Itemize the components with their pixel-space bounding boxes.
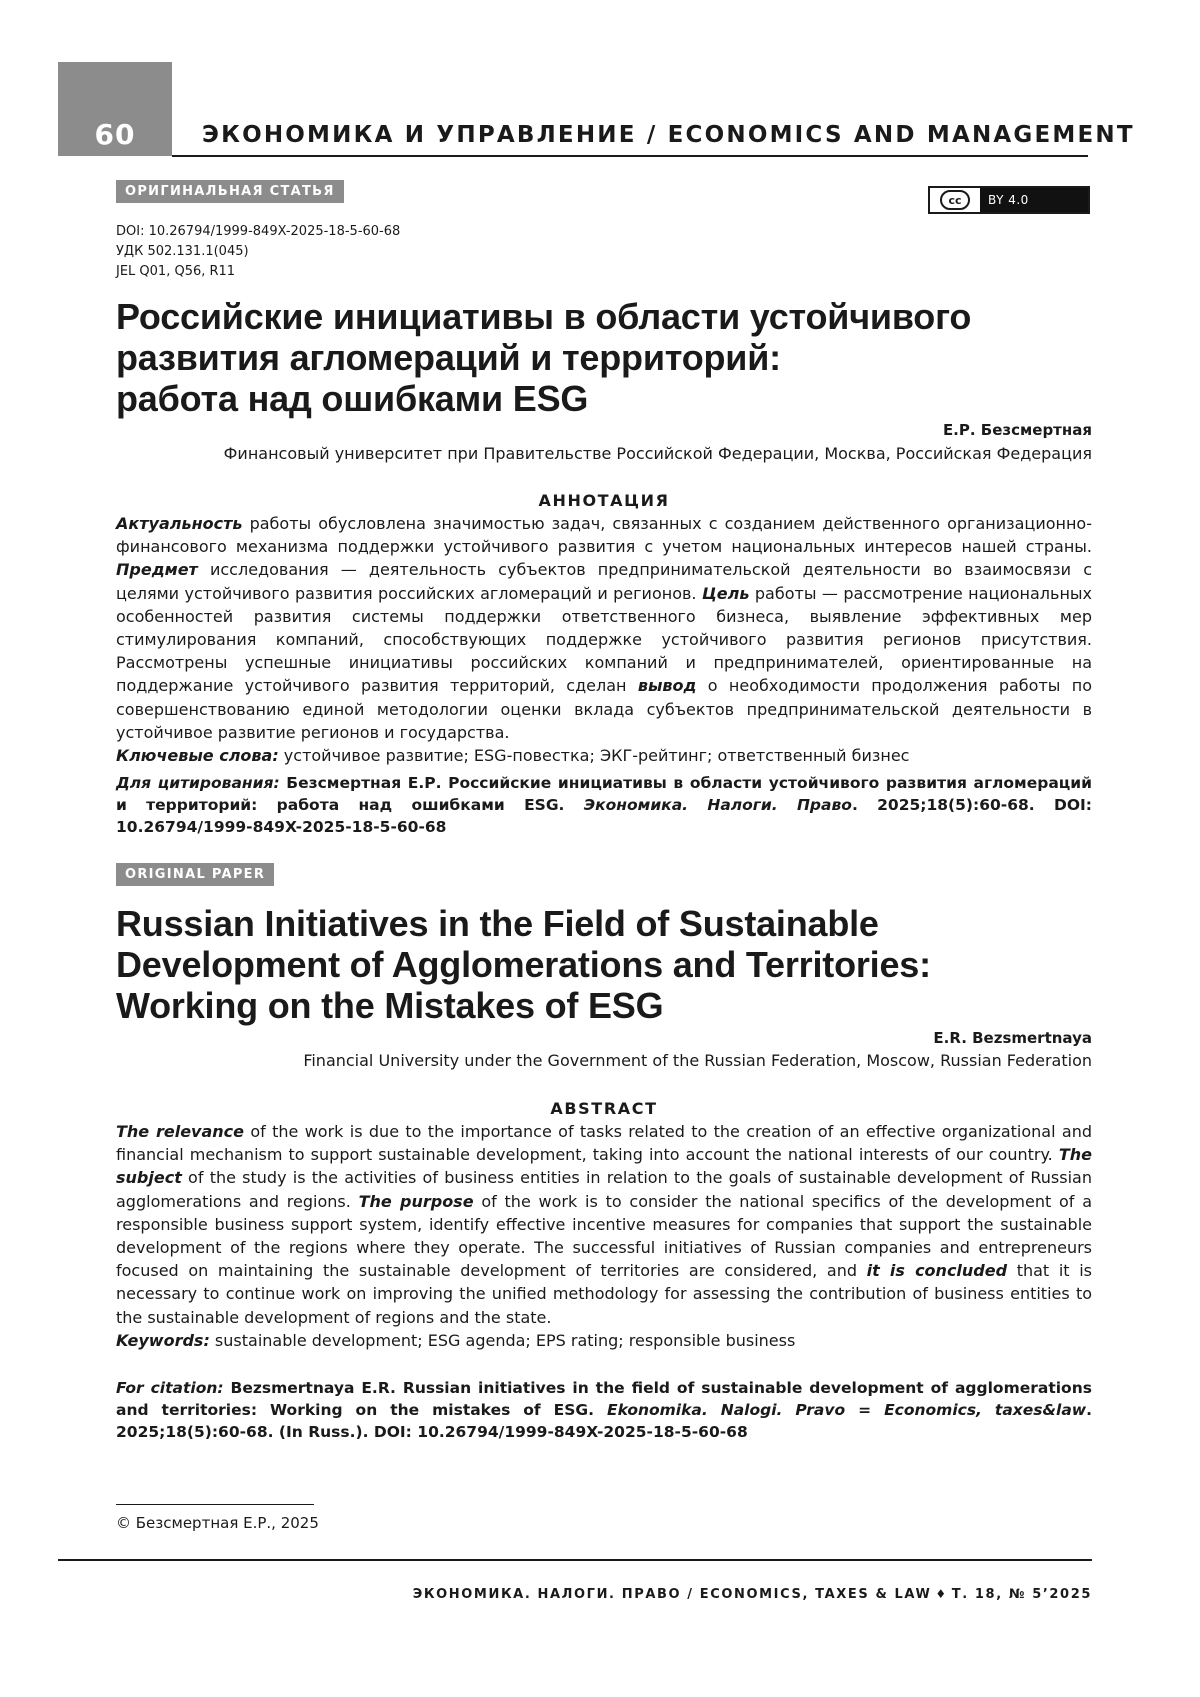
footer-issue: Т. 18, № 5’2025 [951, 1587, 1092, 1602]
diamond-icon: ♦ [935, 1587, 948, 1601]
en-keywords [116, 1329, 1092, 1352]
jel-codes: JEL Q01, Q56, R11 [116, 264, 236, 279]
footer-rule [58, 1559, 1092, 1561]
ru-title [116, 296, 971, 419]
ru-citation [116, 772, 1092, 838]
ru-author: Е.Р. Безсмертная [942, 421, 1092, 439]
ru-keywords-list: устойчивое развитие; ESG-повестка; ЭКГ-рейтинг; ответственный бизнес [278, 746, 910, 766]
en-keywords-list: sustainable development; ESG agenda; EPS rating; responsible business [209, 1330, 796, 1350]
en-abstract-text: of the study is the activities of business entities in relation to the goals of sustainable development of Russian agglomerations and regions. [116, 1168, 1092, 1211]
ru-affiliation: Финансовый университет при Правительстве Российской Федерации, Москва, Российская Федерация [223, 444, 1092, 463]
ru-citation-label: Для цитирования: [116, 774, 280, 792]
ru-abstract [116, 512, 1092, 767]
ru-abstract-text: о необходимости продолжения работы по совершенствованию единой методологии оценки вклада субъектов предпринимательской деятельности в устойчивое развитие регионов и государства. [116, 676, 1092, 742]
en-title-line: Russian Initiatives in the Field of Sustainable [116, 903, 879, 944]
en-abstract-body [116, 1120, 1092, 1329]
en-title [116, 903, 931, 1026]
footer-journal: ЭКОНОМИКА. НАЛОГИ. ПРАВО / ECONOMICS, TAXES & LAW [412, 1587, 932, 1602]
ru-citation-text: Безсмертная Е.Р. Российские инициативы в области устойчивого развития агломераций и территорий: работа над ошибками ESG. [116, 774, 1093, 814]
footnote-rule [116, 1504, 314, 1505]
ru-citation-journal: Экономика. Налоги. Право [583, 796, 852, 814]
en-kw-subject: The subject [116, 1145, 1092, 1188]
original-article-tag: ОРИГИНАЛЬНАЯ СТАТЬЯ [116, 180, 344, 203]
ru-kw-purpose: Цель [701, 583, 750, 603]
license-text: BY 4.0 [980, 188, 1088, 212]
cc-license-badge[interactable] [928, 186, 1090, 214]
ru-abstract-body [116, 512, 1092, 744]
doi[interactable]: DOI: 10.26794/1999-849X-2025-18-5-60-68 [116, 224, 401, 239]
original-paper-tag: ORIGINAL PAPER [116, 863, 274, 886]
en-affiliation: Financial University under the Government of the Russian Federation, Moscow, Russian Federation [303, 1051, 1092, 1070]
ru-abstract-heading: АННОТАЦИЯ [538, 491, 670, 510]
page-number: 60 [94, 118, 136, 151]
ru-abstract-text: работы обусловлена значимостью задач, связанных с созданием действенного организационно-финансового механизма поддержки устойчивого развития с учетом национальных интересов нашей страны. [116, 514, 1092, 557]
en-title-line: Working on the Mistakes of ESG [116, 985, 664, 1026]
ru-abstract-text: работы — рассмотрение национальных особенностей развития системы поддержки ответственного бизнеса, выявление эффективных мер стимулирования компаний, способствующих поддержке устойчивого развития регионов присутствия. Рассмотрены успешные инициативы российских компаний и предпринимателей, ориентированные на поддержание устойчивого развития территорий, сделан [116, 583, 1093, 696]
journal-section-title: ЭКОНОМИКА И УПРАВЛЕНИЕ / ECONOMICS AND MANAGEMENT [202, 122, 1135, 148]
en-citation-text: Bezsmertnaya E.R. Russian initiatives in the field of sustainable development of agglomerations and territories: Working on the mistakes of ESG. [116, 1379, 1092, 1419]
en-abstract-heading: ABSTRACT [550, 1099, 658, 1118]
en-citation-label: For citation: [116, 1379, 224, 1397]
ru-kw-subject: Предмет [116, 560, 198, 580]
cc-logo [930, 188, 980, 212]
ru-title-line: Российские инициативы в области устойчивого [116, 296, 972, 337]
en-abstract-text: of the work is due to the importance of tasks related to the creation of an effective organizational and financial mechanism to support sustainable development, taking into account the national interests of our country. [116, 1122, 1092, 1165]
ru-title-line: развития агломераций и территорий: [116, 337, 781, 378]
ru-citation-text: . 2025;18(5):60-68. DOI: 10.26794/1999-849X-2025-18-5-60-68 [116, 796, 1092, 836]
en-kw-purpose: The purpose [358, 1191, 474, 1211]
en-citation-text: . 2025;18(5):60-68. (In Russ.). DOI: 10.26794/1999-849X-2025-18-5-60-68 [116, 1401, 1093, 1441]
cc-icon: cc [940, 190, 970, 210]
ru-title-line: работа над ошибками ESG [116, 378, 589, 419]
udk: УДК 502.131.1(045) [116, 244, 249, 259]
en-abstract [116, 1120, 1092, 1352]
ru-keywords [116, 744, 1092, 767]
ru-kw-relevance: Актуальность [116, 514, 243, 533]
en-title-line: Development of Agglomerations and Territories: [116, 944, 931, 985]
en-abstract-text: that it is necessary to continue work on improving the unified methodology for assessing the contribution of business entities to the sustainable development of regions and the state. [116, 1261, 1093, 1327]
en-citation-journal: Ekonomika. Nalogi. Pravo = Economics, taxes&law [606, 1401, 1087, 1419]
en-kw-relevance: The relevance [116, 1122, 245, 1141]
en-abstract-text: of the work is to consider the national specifics of the development of a responsible business support system, identify effective incentive measures for companies that support the sustainable development of the regions where they operate. The successful initiatives of Russian companies and entrepreneurs focused on maintaining the sustainable development of territories are considered, and [116, 1191, 1093, 1281]
ru-abstract-text: исследования — деятельность субъектов предпринимательской деятельности во взаимосвязи с целями устойчивого развития российских агломераций и регионов. [116, 560, 1092, 603]
ru-kw-conclusion: вывод [637, 676, 697, 696]
journal-footer [413, 1584, 1092, 1605]
en-keywords-label: Keywords: [116, 1330, 210, 1350]
en-author: E.R. Bezsmertnaya [933, 1029, 1092, 1047]
header-rule [172, 155, 1088, 157]
en-citation [116, 1377, 1092, 1443]
article-meta [116, 222, 400, 282]
ru-keywords-label: Ключевые слова: [116, 746, 279, 766]
copyright: © Безсмертная Е.Р., 2025 [116, 1514, 319, 1532]
en-kw-conclusion: it is concluded [866, 1261, 1008, 1281]
